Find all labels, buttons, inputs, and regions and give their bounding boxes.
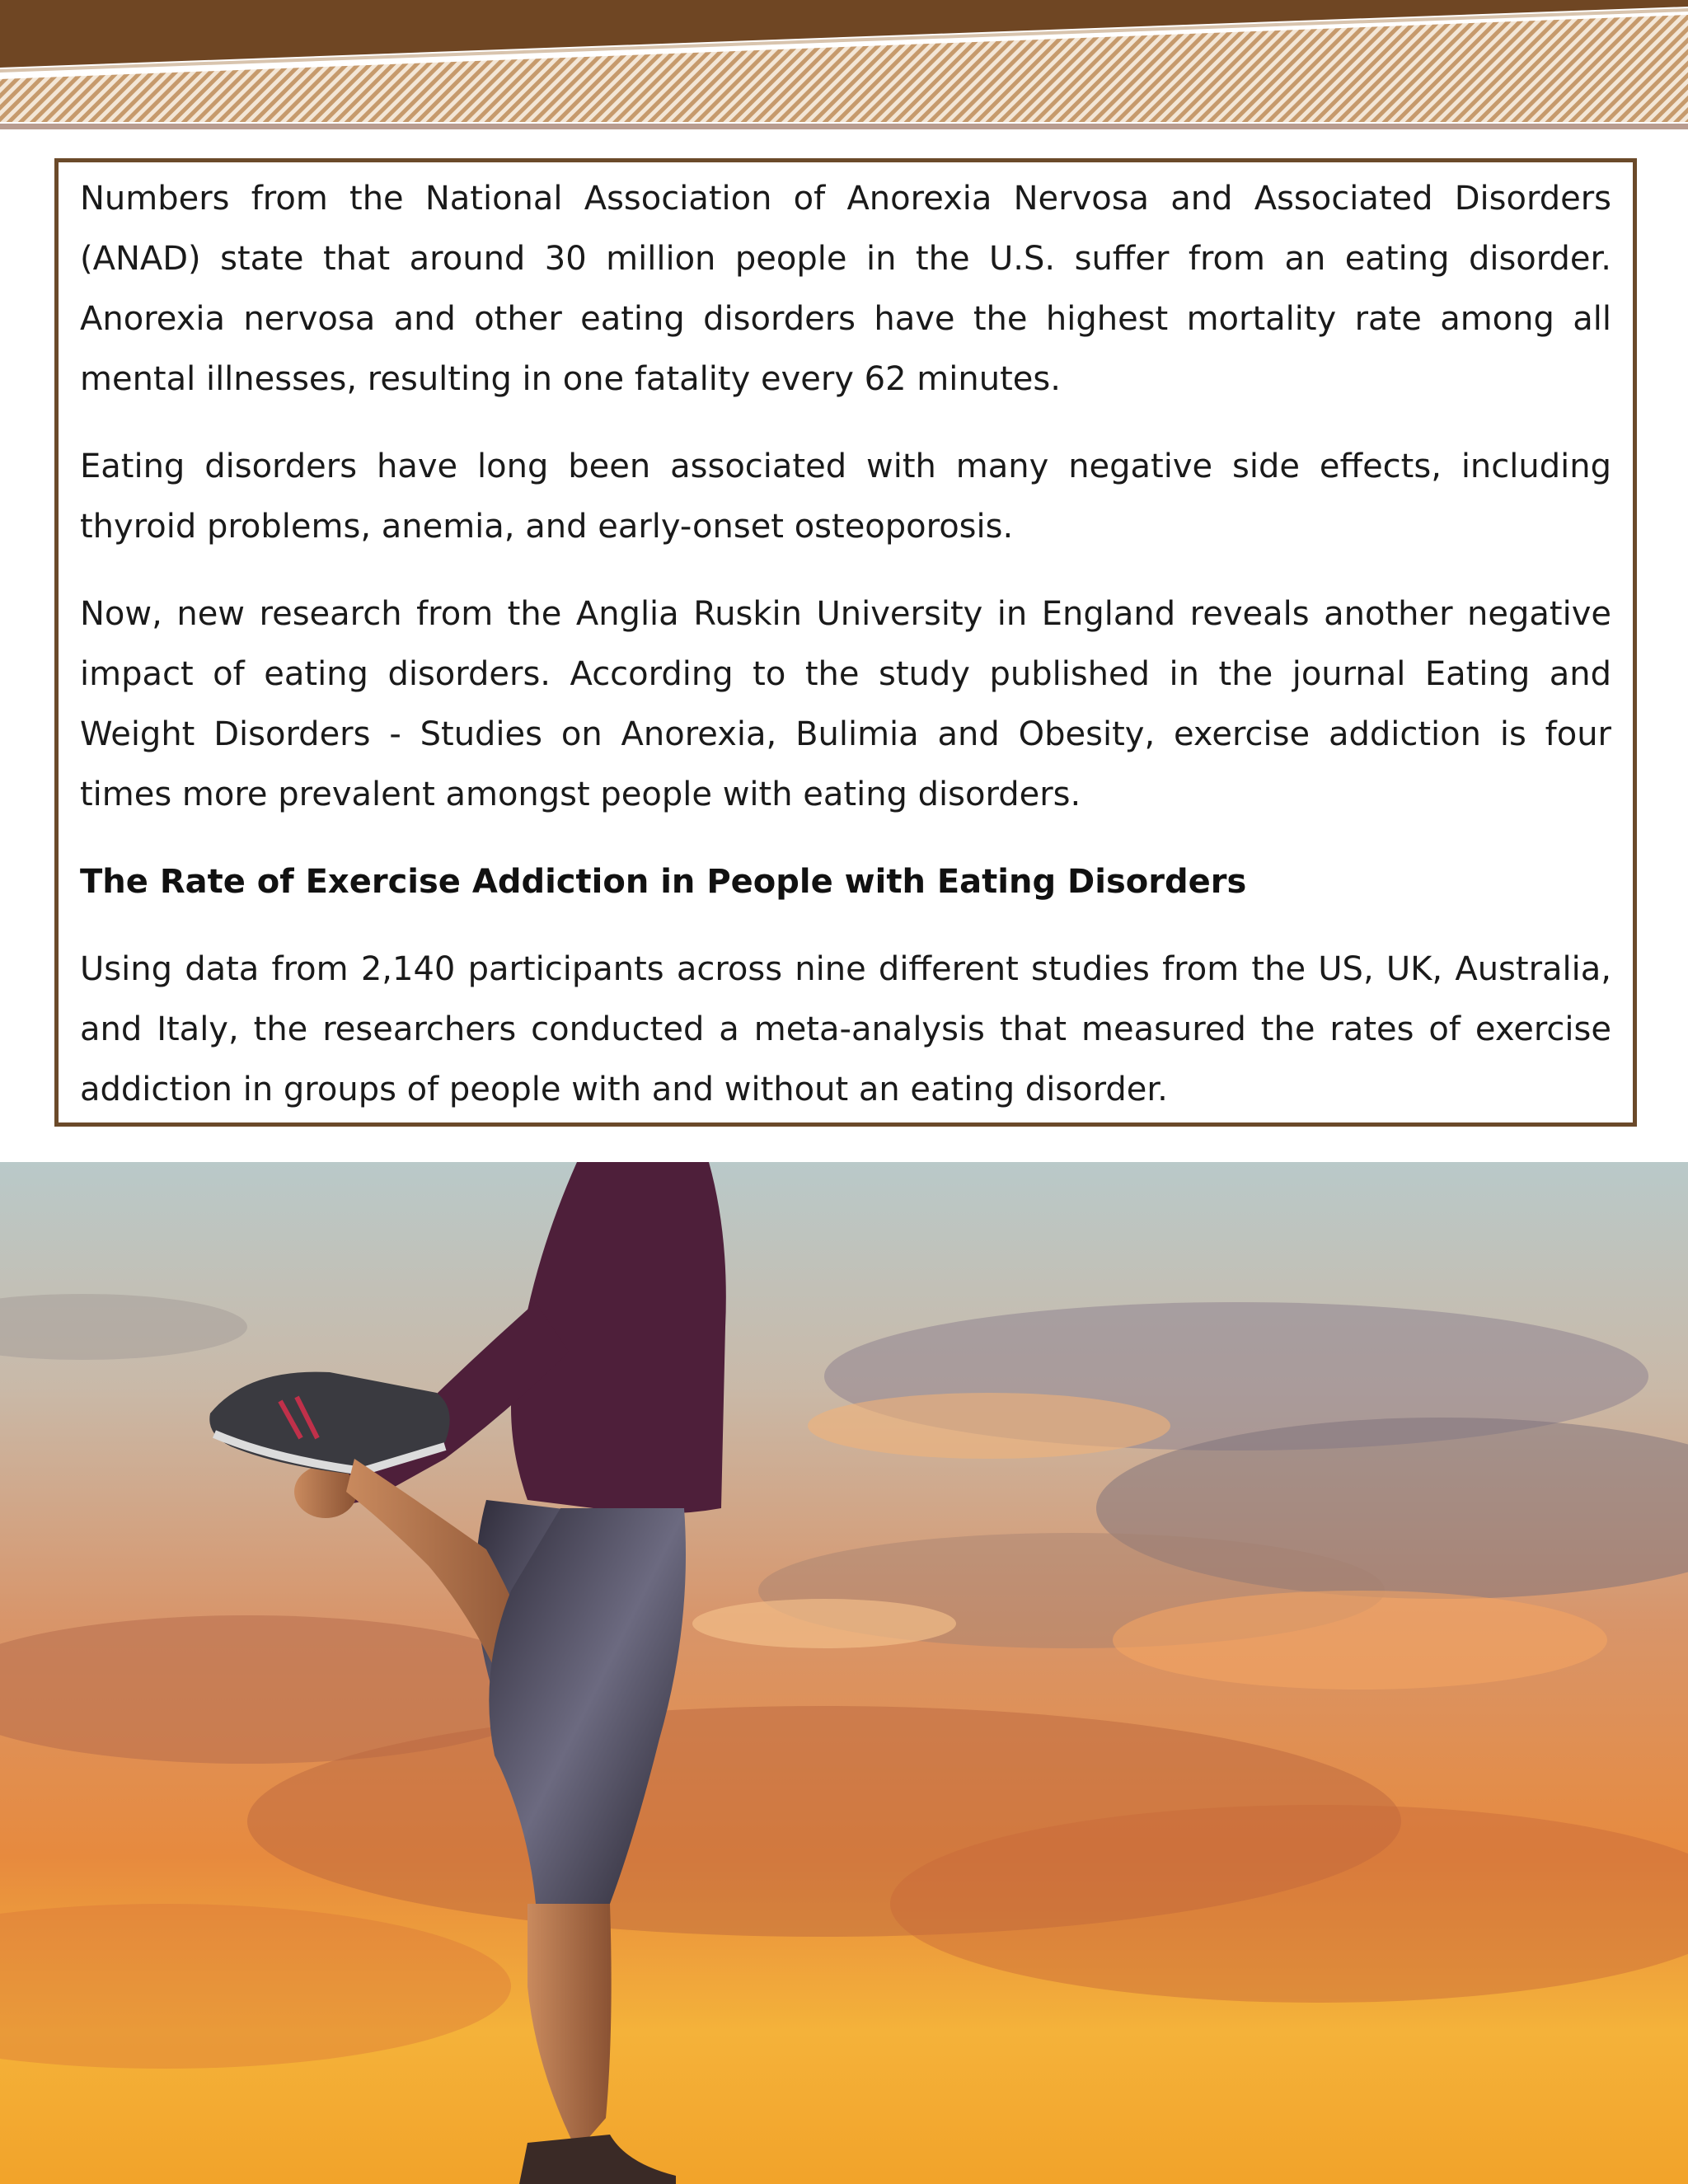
hero-photo-runner-stretching [0, 1162, 1688, 2184]
paragraph-anad-statistics: Numbers from the National Association of Anorexia Nervosa and Associated Disorders (ANAD) state that around 30 million people in the U.S. suffer from an eating disorder. Anorexia nervosa and other eating disorders have the highest mortality rate among all mental illnesses, resulting in one fatality every 62 minutes. [80, 180, 1611, 398]
paragraph-meta-analysis: Using data from 2,140 participants across nine different studies from the US, UK, Australia, and Italy, the researchers conducted a meta-analysis that measured the rates of exercise addiction in groups of people with and without an eating disorder. [80, 950, 1611, 1108]
paragraph-new-research: Now, new research from the Anglia Ruskin University in England reveals another negative impact of eating disorders. According to the study published in the journal Eating and Weight Disorders - Studies on Anorexia, Bulimia and Obesity, exercise addiction is four times more prevalent amongst people with eating disorders. [80, 595, 1611, 813]
article-box [54, 158, 1637, 1127]
section-heading: The Rate of Exercise Addiction in People with Eating Disorders [80, 863, 1247, 901]
paragraph-side-effects: Eating disorders have long been associated with many negative side effects, including thyroid problems, anemia, and early-onset osteoporosis. [80, 448, 1611, 546]
header-banner [0, 0, 1688, 136]
